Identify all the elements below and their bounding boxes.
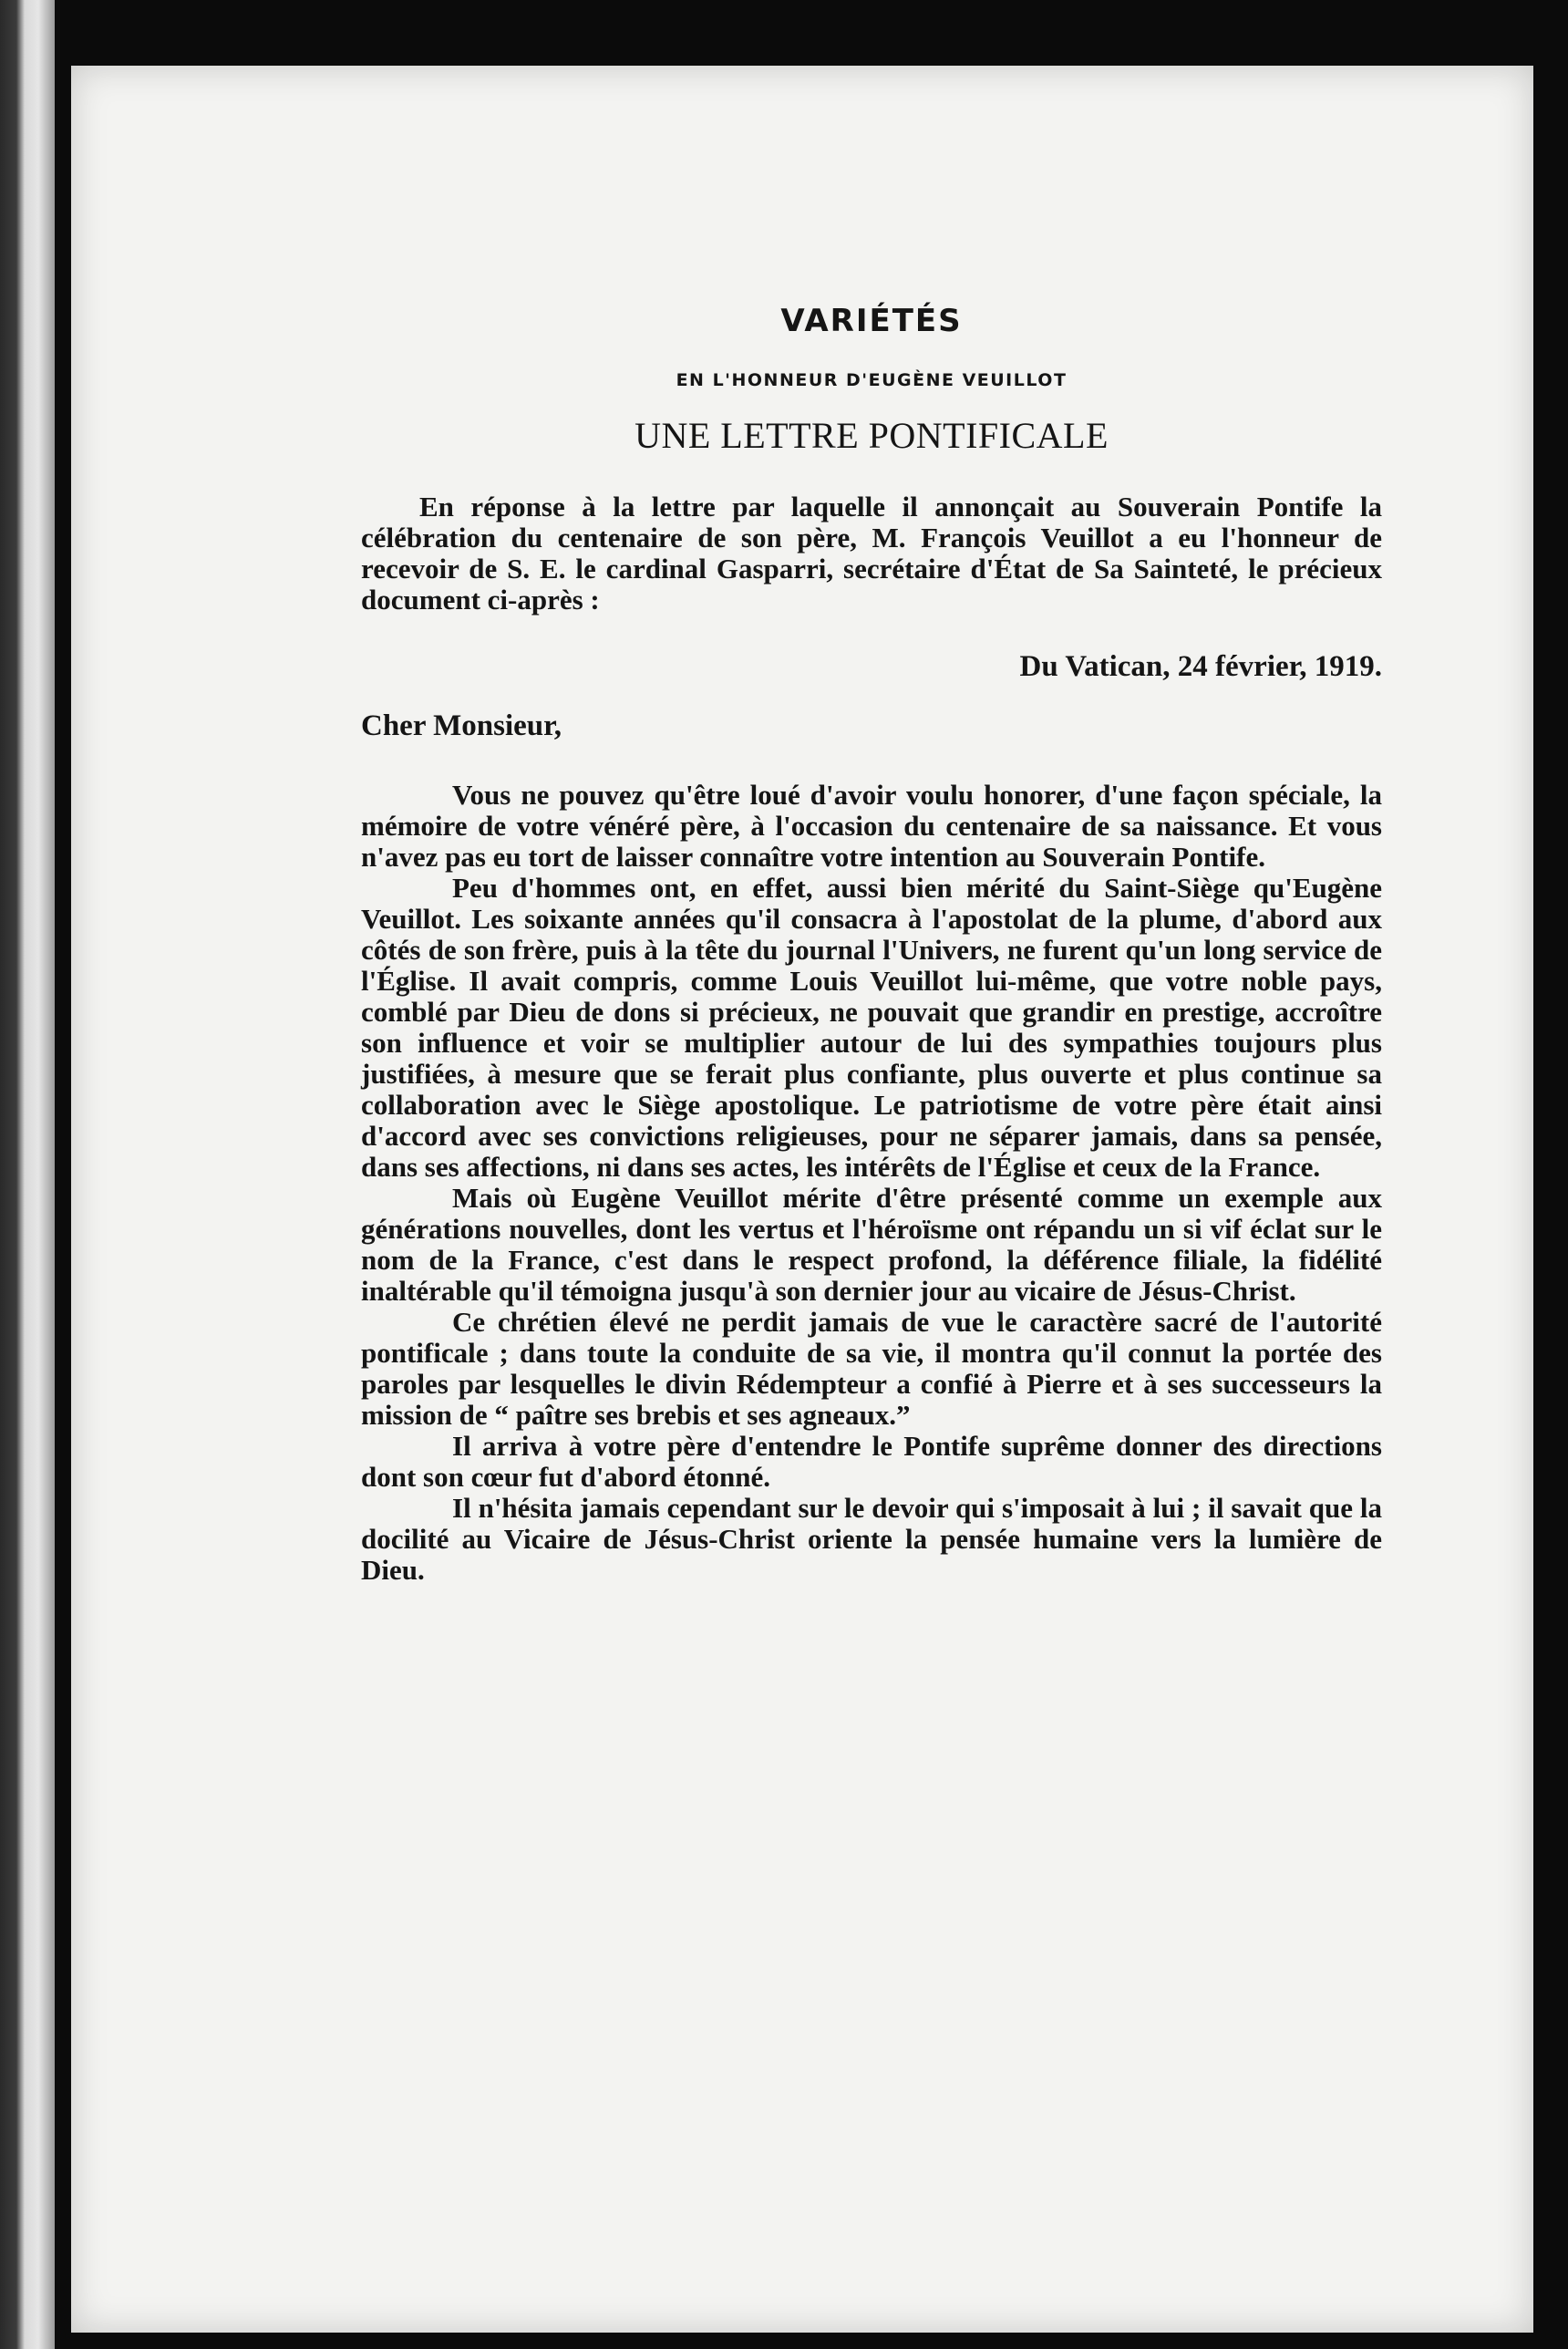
intro-paragraph: En réponse à la lettre par laquelle il annonçait au Souverain Pontife la célébration du centenaire de son père, M. François Veuillot a eu l'honneur de recevoir de S. E. le cardinal Gasparri, secrétaire d'État de Sa Sainteté, le précieux document ci-après : (361, 491, 1382, 616)
adjacent-page-edge (0, 0, 55, 2349)
letter-paragraph: Mais où Eugène Veuillot mérite d'être présenté comme un exemple aux générations nouvelles, dont les vertus et l'héroïsme ont répandu un si vif éclat sur le nom de la France, c'est dans le respect profond, la déférence filiale, la fidélité inaltérable qu'il témoigna jusqu'à son dernier jour au vicaire de Jésus-Christ. (361, 1182, 1382, 1307)
salutation: Cher Monsieur, (361, 709, 562, 742)
dateline: Du Vatican, 24 février, 1919. (1019, 650, 1382, 683)
main-title: UNE LETTRE PONTIFICALE (634, 415, 1109, 456)
letter-paragraph: Il n'hésita jamais cependant sur le devoir qui s'imposait à lui ; il savait que la docilité au Vicaire de Jésus-Christ oriente la pensée humaine vers la lumière de Dieu. (361, 1492, 1382, 1586)
letter-paragraph: Peu d'hommes ont, en effet, aussi bien mérité du Saint-Siège qu'Eugène Veuillot. Les soixante années qu'il consacra à l'apostolat de la plume, d'abord aux côtés de son frère, puis à la tête du journal l'Univers, ne furent qu'un long service de l'Église. Il avait compris, comme Louis Veuillot lui-même, que votre noble pays, comblé par Dieu de dons si précieux, ne pouvait que grandir en prestige, accroître son influence et voir se multiplier autour de lui des sympathies toujours plus justifiées, à mesure que se ferait plus confiante, plus ouverte et plus continue sa collaboration avec le Siège apostolique. Le patriotisme de votre père était ainsi d'accord avec ses convictions religieuses, pour ne séparer jamais, dans sa pensée, dans ses affections, ni dans ses actes, les intérêts de l'Église et ceux de la France. (361, 872, 1382, 1183)
section-title: VARIÉTÉS (780, 303, 963, 339)
letter-paragraph: Ce chrétien élevé ne perdit jamais de vue le caractère sacré de l'autorité pontificale ; dans toute la conduite de sa vie, il montra qu'il connut la portée des paroles par lesquelles le divin Rédempteur a confié à Pierre et à ses successeurs la mission de “ paître ses brebis et ses agneaux.” (361, 1306, 1382, 1431)
subtitle: EN L'HONNEUR D'EUGÈNE VEUILLOT (676, 370, 1068, 390)
letter-paragraph: Vous ne pouvez qu'être loué d'avoir voulu honorer, d'une façon spéciale, la mémoire de votre vénéré père, à l'occasion du centenaire de sa naissance. Et vous n'avez pas eu tort de laisser connaître votre intention au Souverain Pontife. (361, 779, 1382, 873)
scanned-page (71, 66, 1533, 2333)
text-block (361, 303, 1382, 1586)
letter-paragraph: Il arriva à votre père d'entendre le Pontife suprême donner des directions dont son cœur fut d'abord étonné. (361, 1430, 1382, 1493)
